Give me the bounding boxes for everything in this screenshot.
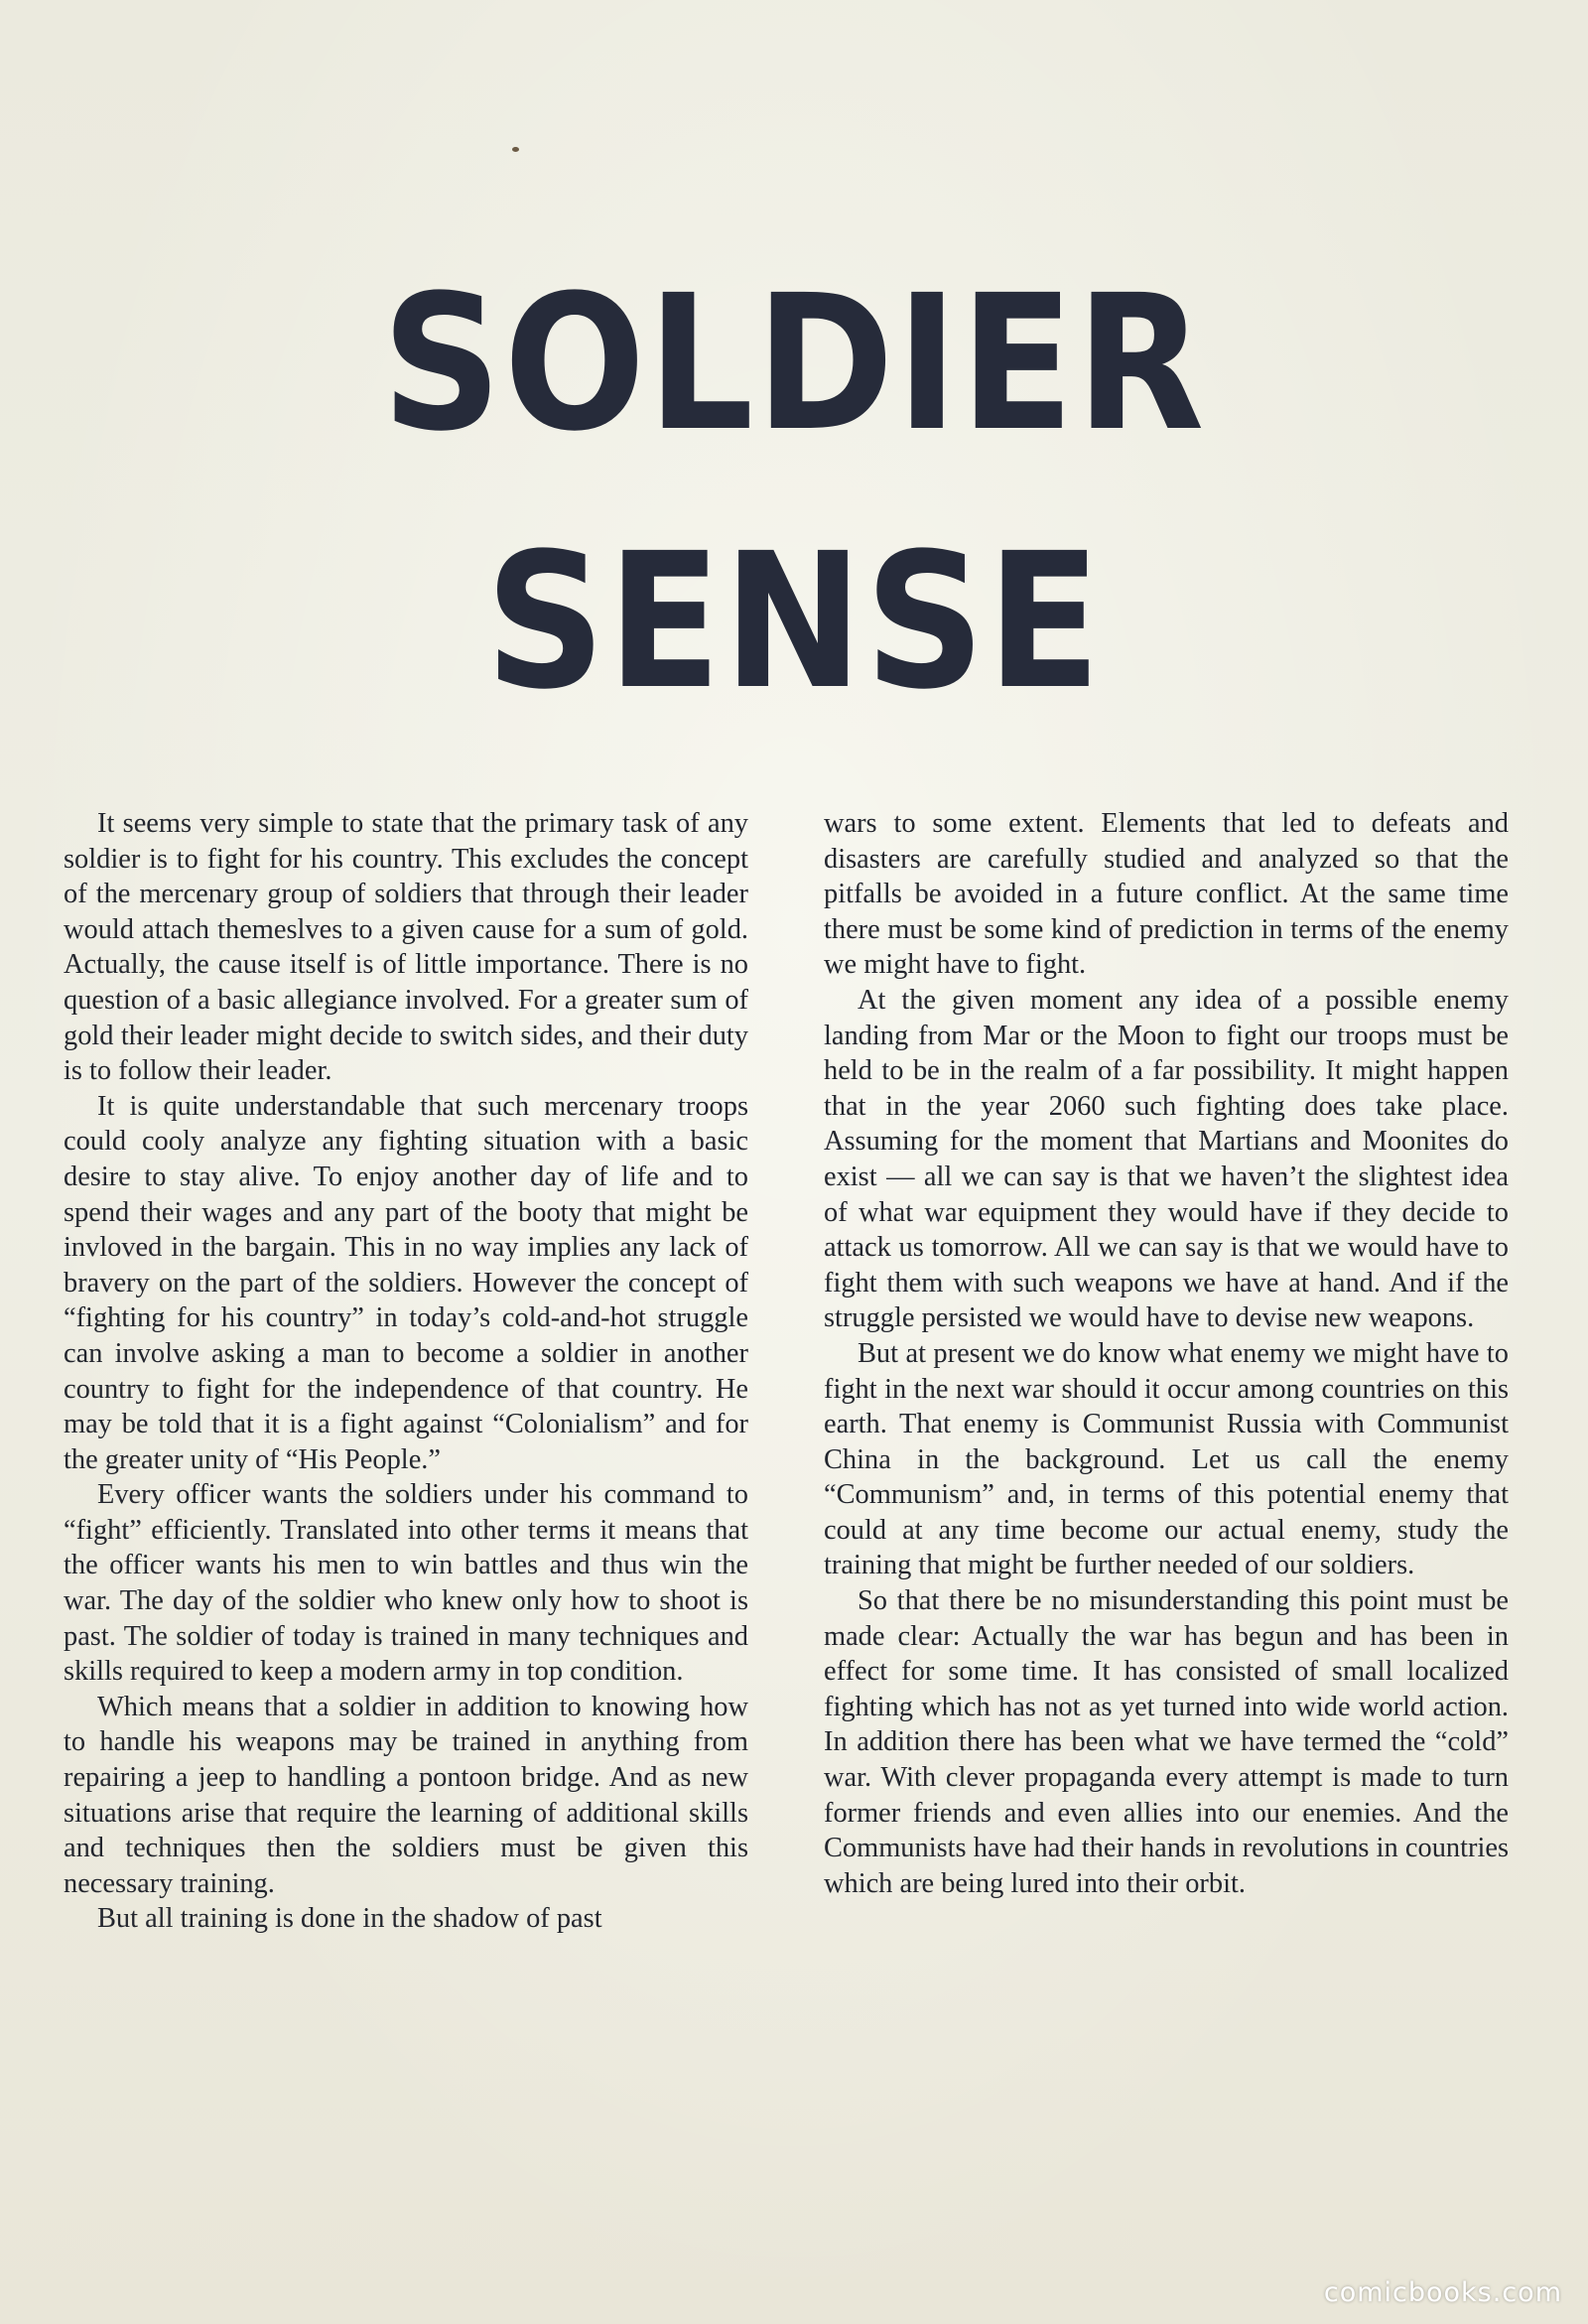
left-paragraph-2: It is quite understandable that such mercenary troops could cooly analyze any fighting situation with a basic desire to stay alive. To enjoy another day of life and to spend their wages and any part of the booty that might be invloved in the bargain. This in no way implies any lack of bravery on the part of the soldiers. However the concept of “fighting for his country” in today’s cold-and-hot struggle can involve asking a man to become a soldier in another country to fight for the independence of that country. He may be told that it is a fight against “Colonialism” and for the greater unity of “His People.” — [64, 1090, 748, 1475]
left-paragraph-4: Which means that a soldier in addition to knowing how to handle his weapons may be trained in anything from repairing a jeep to handling a pontoon bridge. And as new situations arise that require the learning of additional skills and techniques then the soldiers must be given this necessary training. — [64, 1691, 748, 1899]
right-paragraph-2: At the given moment any idea of a possible enemy landing from Mar or the Moon to fight our troops must be held to be in the realm of a far possibility. It might happen that in the year 2060 such fighting does take place. Assuming for the moment that Martians and Moonites do exist — all we can say is that we haven’t the slightest idea of what war equipment they would have if they decide to attack us tomorrow. All we can say is that we would have to fight them with such weapons we have at hand. And if the struggle persisted we would have to devise new weapons. — [824, 984, 1509, 1334]
left-paragraph-1: It seems very simple to state that the primary task of any soldier is to fight for his country. This excludes the concept of the mercenary group of soldiers that through their leader would attach themeslves to a given cause for a sum of gold. Actually, the cause itself is of little importance. There is no question of a basic allegiance involved. For a greater sum of gold their leader might decide to switch sides, and their duty is to follow their leader. — [64, 808, 748, 1087]
article-title-line2: SENSE — [484, 512, 1104, 731]
right-paragraph-4: So that there be no misunderstanding this point must be made clear: Actually the war has begun and has been in effect for some time. It has consisted of small localized fighting which has not as yet turned into wide world action. In addition there has been what we have termed the “cold” war. With clever propaganda every attempt is made to turn former friends and even allies into our enemies. And the Communists have had their hands in revolutions in countries which are being lured into their orbit. — [824, 1585, 1509, 1899]
article-left-column — [64, 806, 748, 1937]
right-paragraph-3: But at present we do know what enemy we might have to fight in the next war should it occur among countries on this earth. That enemy is Communist Russia with Communist China in the background. Let us call the enemy “Communism” and, in terms of this potential enemy that could at any time become our actual enemy, study the training that might be further needed of our soldiers. — [824, 1337, 1509, 1581]
left-paragraph-5: But all training is done in the shadow of past — [97, 1903, 602, 1935]
article-title-line1: SOLDIER — [381, 254, 1207, 473]
right-paragraph-1: wars to some extent. Elements that led to defeats and disasters are carefully studied and analyzed so that the pitfalls be avoided in a future conflict. At the same time there must be some kind of prediction in terms of the enemy we might have to fight. — [824, 808, 1509, 981]
article-right-column — [824, 806, 1509, 1901]
left-paragraph-3: Every officer wants the soldiers under his command to “fight” efficiently. Translated into other terms it means that the officer wants his men to win battles and thus win the war. The day of the soldier who knew only how to shoot is past. The soldier of today is trained in many techniques and skills required to keep a modern army in top condition. — [64, 1479, 748, 1688]
paper-speck — [512, 147, 519, 152]
site-watermark: comicbooks.com — [1323, 2277, 1562, 2308]
